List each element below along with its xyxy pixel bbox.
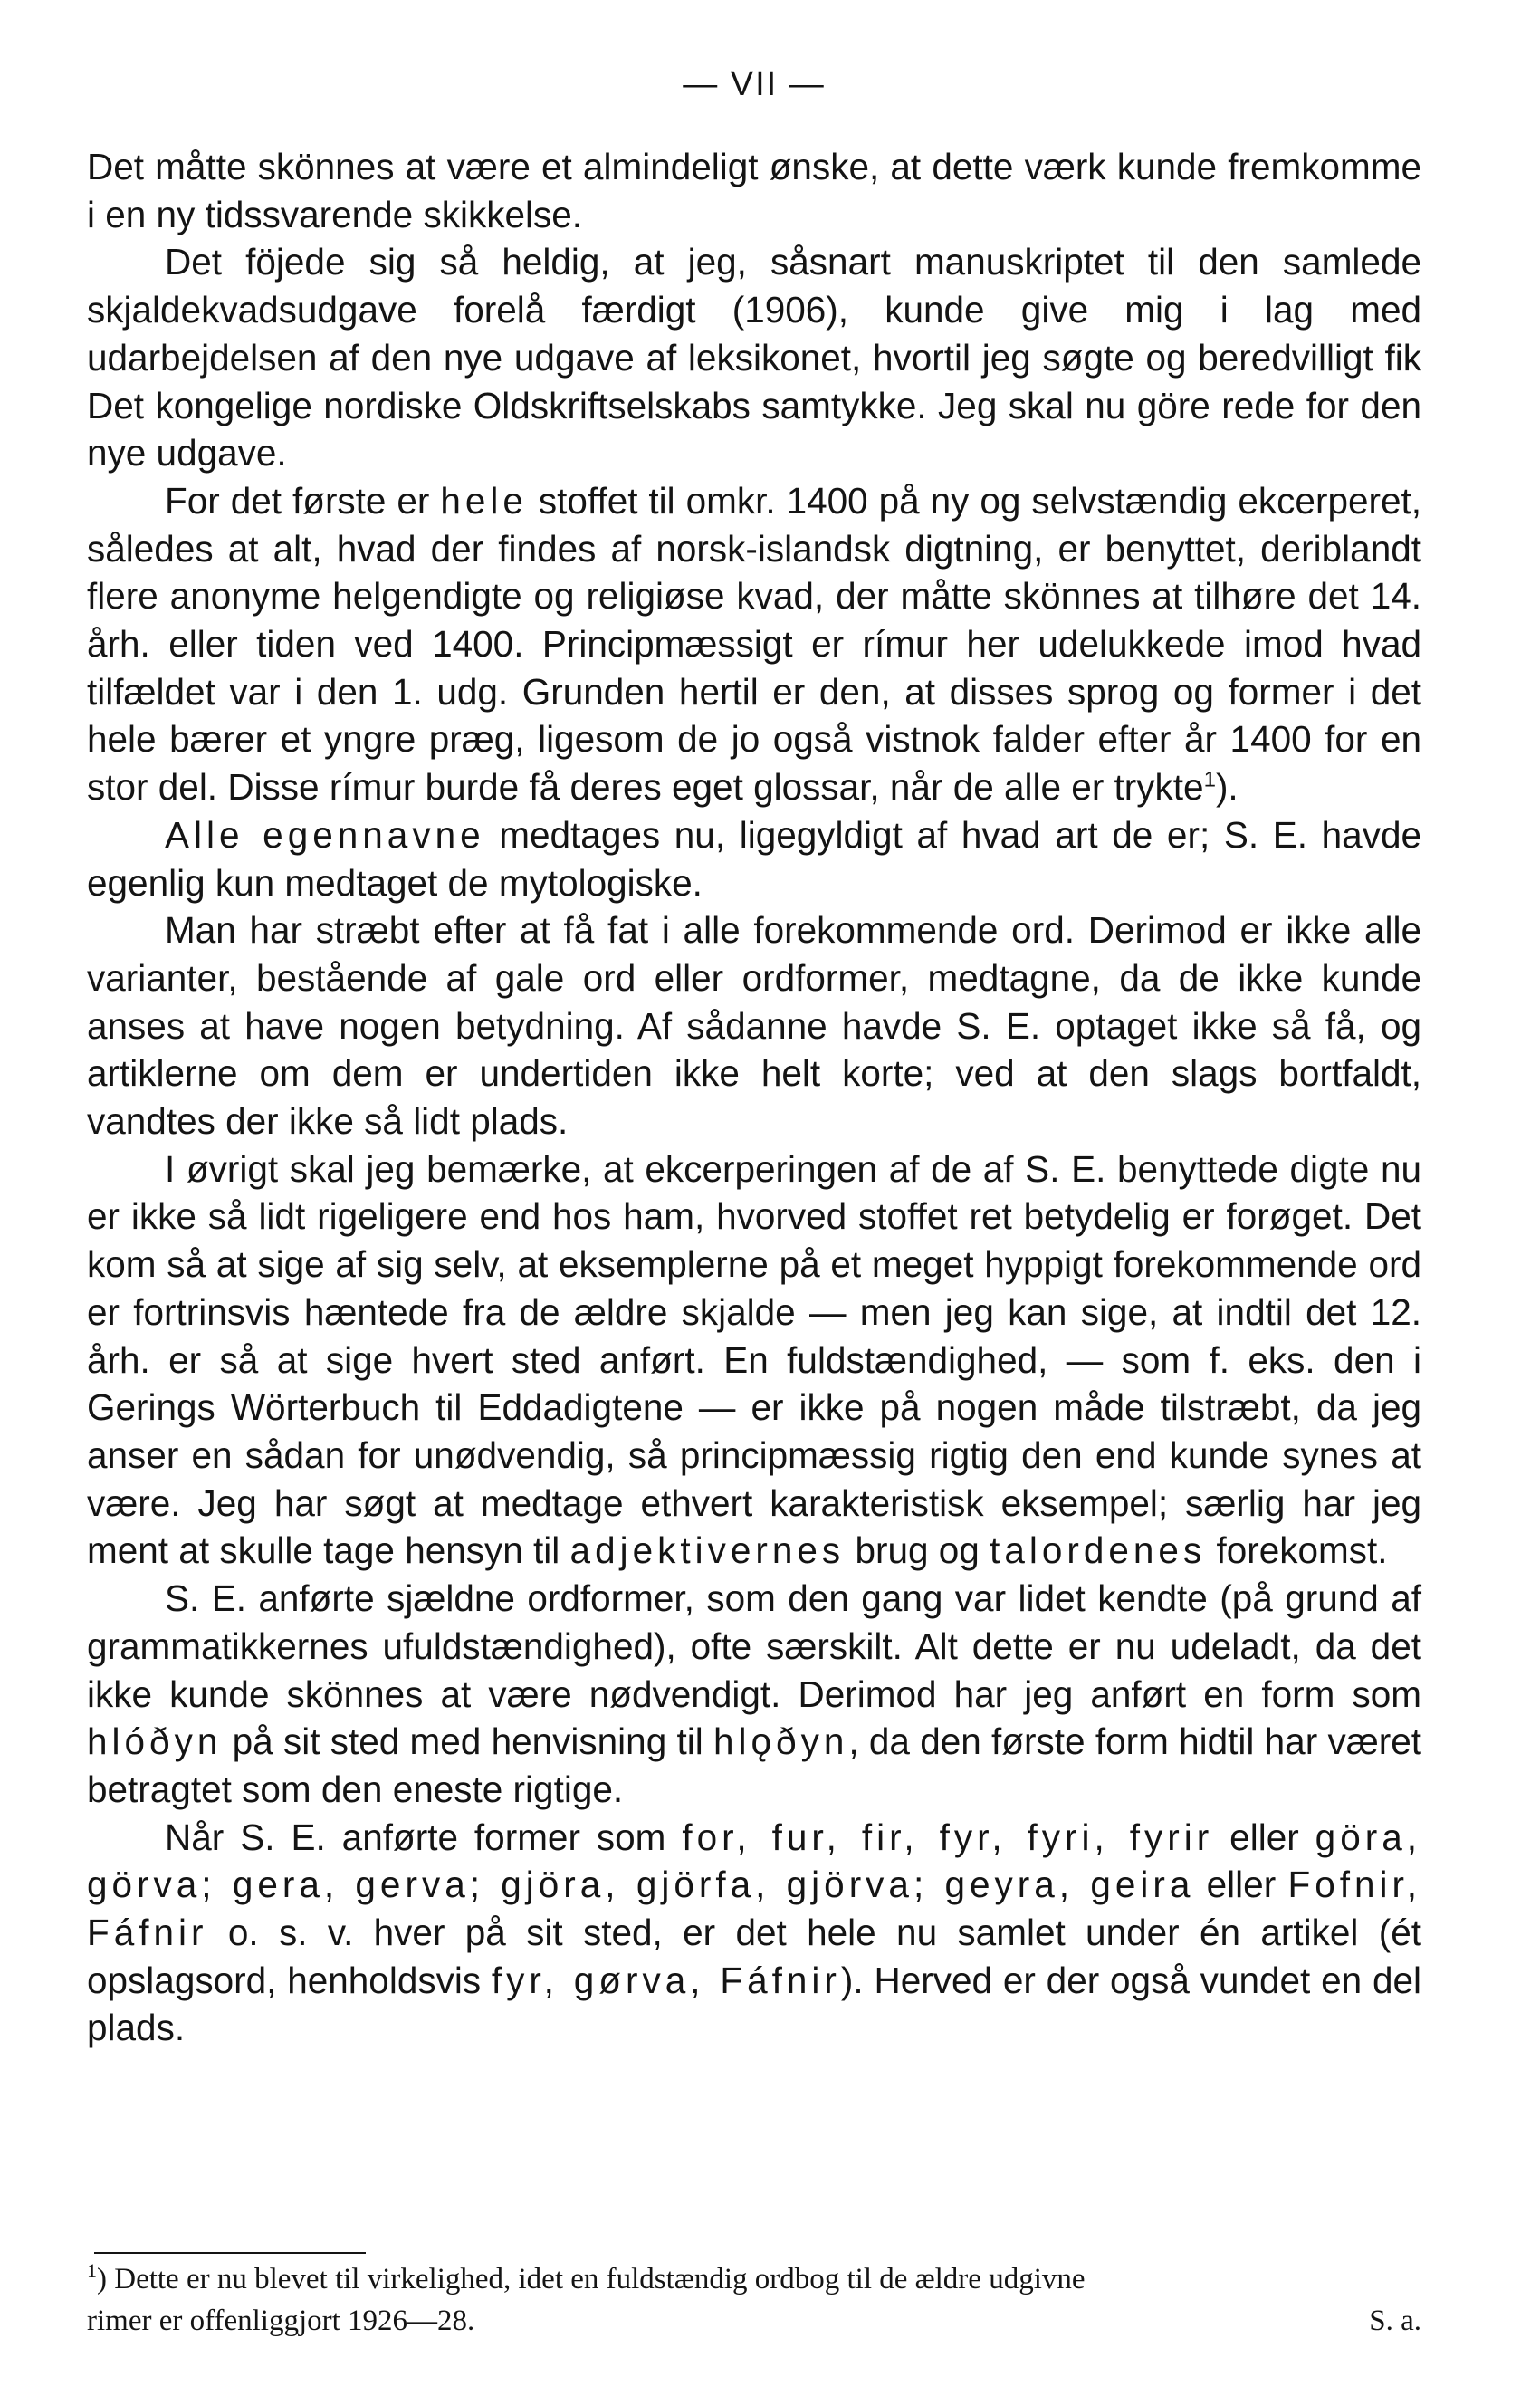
paragraph-3-text-end: ). xyxy=(1215,766,1239,809)
paragraph-1: Det måtte skönnes at være et almindeligt ønske, at dette værk kunde fremkomme i en ny tidssvarende skikkelse. xyxy=(87,146,1421,235)
paragraph-6 xyxy=(87,1145,1421,1575)
paragraph-7-spaced-word-1: hlóðyn xyxy=(87,1720,223,1763)
paragraph-4-spaced-words: Alle egennavne xyxy=(165,813,485,856)
footnote xyxy=(87,2258,1421,2342)
footnote-divider xyxy=(94,2252,366,2254)
paragraph-6-spaced-word-2: talordenes xyxy=(990,1529,1207,1572)
body-text xyxy=(87,143,1421,2052)
paragraph-8-text-after: ). Herved er der også vundet en del plads. xyxy=(87,1959,1422,2049)
paragraph-7 xyxy=(87,1575,1421,1814)
paragraph-8-text-mid: eller xyxy=(1213,1816,1315,1858)
paragraph-5: Man har stræbt efter at få fat i alle forekommende ord. Derimod er ikke alle varianter, bestående af gale ord eller ordformer, medtagne, da de ikke kunde anses at have nogen betydning. Af sådanne havde S. E. optaget ikke så få, og artiklerne om dem er undertiden ikke helt korte; ved at den slags bortfaldt, vandtes der ikke så lidt plads. xyxy=(87,909,1421,1143)
paragraph-3-text-after: stoffet til omkr. 1400 på ny og selvstændig ekcerperet, således at alt, hvad der findes af norsk-islandsk digtning, er benyttet, deriblandt flere anonyme helgendigte og religiøse kvad, der måtte skönnes at tilhøre det 14. årh. eller tiden ved 1400. Principmæssigt er rímur her udelukkede imod hvad tilfældet var i den 1. udg. Grunden hertil er den, at disses sprog og former i det hele bærer et yngre præg, ligesom de jo også vistnok falder efter år 1400 for en stor del. Disse rímur burde få deres eget glossar, når de alle er trykte xyxy=(87,479,1422,809)
footnote-text-2: rimer er offenliggjort 1926—28. xyxy=(87,2305,475,2337)
paragraph-8-text-before: Når S. E. anførte former som xyxy=(165,1816,683,1858)
paragraph-7-spaced-word-2: hlǫðyn xyxy=(713,1720,849,1763)
paragraph-3-text-before: For det første er xyxy=(165,479,441,522)
footnote-text-1: ) Dette er nu blevet til virkelighed, idet en fuldstændig ordbog til de ældre udgivne xyxy=(97,2263,1086,2295)
paragraph-2: Det föjede sig så heldig, at jeg, såsnart manuskriptet til den samlede skjaldekvadsudgave forelå færdigt (1906), kunde give mig i lag med udarbejdelsen af den nye udgave af leksikonet, hvortil jeg søgte og beredvilligt fik Det kongelige nordiske Oldskriftselskabs samtykke. Jeg skal nu göre rede for den nye udgave. xyxy=(87,241,1421,474)
paragraph-3 xyxy=(87,477,1421,811)
paragraph-6-text-before: I øvrigt skal jeg bemærke, at ekcerperingen af de af S. E. benyttede digte nu er ikke så lidt rigeligere end hos ham, hvorved stoffet ret betydelig er forøget. Det kom så at sige af sig selv, at eksemplerne på et meget hyppigt forekommende ord er fortrinsvis hæntede fra de ældre skjalde — men jeg kan sige, at indtil det 12. årh. er så at sige hvert sted anført. En fuldstændighed, — som f. eks. den i Gerings Wörterbuch til Eddadigtene — er ikke på nogen måde tilstræbt, da jeg anser en sådan for unødvendig, så principmæssig rigtig den end kunde synes at være. Jeg har søgt at medtage ethvert karakteristisk eksempel; særlig har jeg ment at skulle tage hensyn til xyxy=(87,1147,1421,1572)
document-page xyxy=(87,0,1421,2396)
footnote-reference: 1 xyxy=(1203,767,1216,792)
paragraph-4-text-after: medtages nu, ligegyldigt af hvad art de er; S. E. havde egenlig kun medtaget de mytologiske. xyxy=(87,813,1421,904)
paragraph-3-spaced-word: hele xyxy=(440,479,528,522)
paragraph-8-text-mid-3: o. s. v. hver på sit sted, er det hele nu samlet under én artikel (ét opslagsord, henholdsvis xyxy=(87,1912,1421,2001)
paragraph-8-text-mid-2: eller xyxy=(1194,1864,1288,1906)
paragraph-6-text-mid: brug og xyxy=(845,1529,990,1572)
paragraph-7-text-mid: på sit sted med henvisning til xyxy=(222,1720,714,1763)
paragraph-8-spaced-words-3: Fofnir, Fáfnir xyxy=(87,1864,1421,1954)
footnote-line-1 xyxy=(87,2258,1421,2300)
paragraph-4 xyxy=(87,811,1421,906)
paragraph-8 xyxy=(87,1814,1421,2053)
page-number-header: — VII — xyxy=(683,65,826,103)
paragraph-7-text-after: , da den første form hidtil har været betragtet som den eneste rigtige. xyxy=(87,1720,1421,1810)
paragraph-8-spaced-words-4: fyr, gørva, Fáfnir xyxy=(491,1959,841,2001)
paragraph-8-spaced-words-1: for, fur, fir, fyr, fyri, fyrir xyxy=(682,1816,1214,1858)
paragraph-8-spaced-words-2: göra, görva; gera, gerva; gjöra, gjörfa, gjörva; geyra, geira xyxy=(87,1816,1421,1906)
paragraph-6-spaced-word-1: adjektivernes xyxy=(569,1529,846,1572)
footnote-line-2 xyxy=(87,2300,1421,2342)
paragraph-6-text-after: forekomst. xyxy=(1206,1529,1388,1572)
footnote-marker: 1 xyxy=(87,2259,97,2282)
footnote-signature: S. a. xyxy=(1369,2305,1421,2337)
paragraph-7-text-before: S. E. anførte sjældne ordformer, som den gang var lidet kendte (på grund af grammatikkernes ufuldstændighed), ofte særskilt. Alt dette er nu udeladt, da det ikke kunde skönnes at være nødvendigt. Derimod har jeg anført en form som xyxy=(87,1577,1421,1715)
